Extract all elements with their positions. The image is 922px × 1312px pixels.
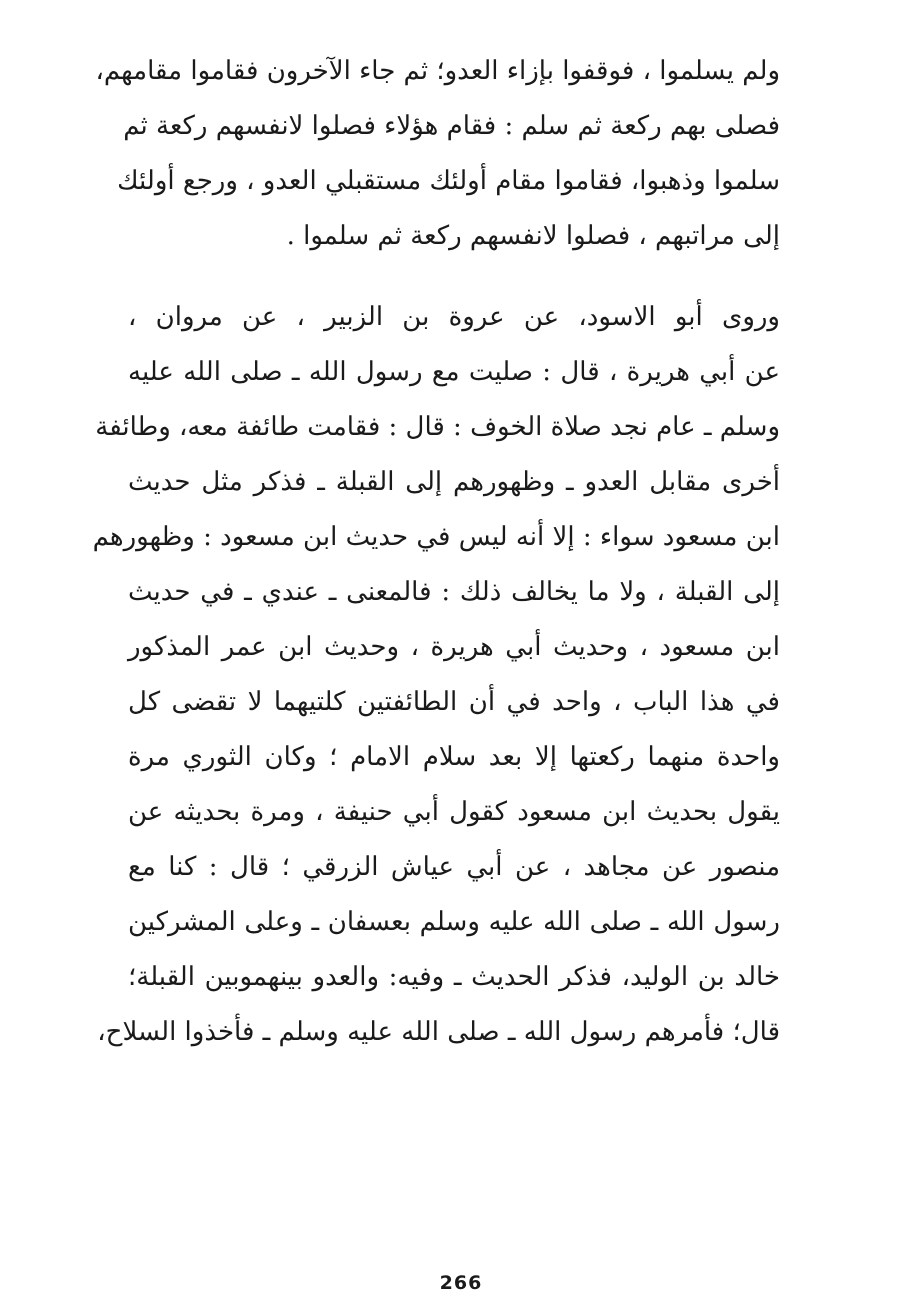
text-line: أخرى مقابل العدو ـ وظهورهم إلى القبلة ـ فذكر مثل حديث (128, 467, 780, 497)
text-line: في هذا الباب ، واحد في أن الطائفتين كلتيهما لا تقضى كل (128, 687, 780, 717)
text-line: وروى أبو الاسود، عن عروة بن الزبير ، عن مروان ، (128, 302, 780, 332)
text-line: ابن مسعود سواء : إلا أنه ليس في حديث ابن مسعود : وظهورهم (92, 522, 780, 552)
paragraph-1 (95, 44, 780, 264)
text-line: واحدة منهما ركعتها إلا بعد سلام الامام ؛ وكان الثوري مرة (128, 742, 780, 772)
text-line: ولم يسلموا ، فوقفوا بإزاء العدو؛ ثم جاء الآخرون فقاموا مقامهم، (95, 56, 780, 86)
text-line: ابن مسعود ، وحديث أبي هريرة ، وحديث ابن عمر المذكور (128, 632, 780, 662)
text-line: سلموا وذهبوا، فقاموا مقام أولئك مستقبلي العدو ، ورجع أولئك (117, 166, 780, 196)
text-line: رسول الله ـ صلى الله عليه وسلم بعسفان ـ وعلى المشركين (128, 907, 780, 937)
text-line: عن أبي هريرة ، قال : صليت مع رسول الله ـ صلى الله عليه (128, 357, 780, 387)
text-line: خالد بن الوليد، فذكر الحديث ـ وفيه: والعدو بينهموبين القبلة؛ (128, 962, 780, 992)
text-line: إلى القبلة ، ولا ما يخالف ذلك : فالمعنى ـ عندي ـ في حديث (128, 577, 780, 607)
text-line: فصلى بهم ركعة ثم سلم : فقام هؤلاء فصلوا لانفسهم ركعة ثم (123, 111, 780, 141)
paragraph-2 (92, 290, 780, 1060)
text-line: منصور عن مجاهد ، عن أبي عياش الزرقي ؛ قال : كنا مع (128, 852, 780, 882)
text-line: وسلم ـ عام نجد صلاة الخوف : قال : فقامت طائفة معه، وطائفة (95, 412, 780, 442)
text-line: إلى مراتبهم ، فصلوا لانفسهم ركعة ثم سلموا . (286, 221, 780, 251)
text-line: يقول بحديث ابن مسعود كقول أبي حنيفة ، ومرة بحديثه عن (128, 797, 780, 827)
page-number: 266 (439, 1272, 483, 1294)
text-line: قال؛ فأمرهم رسول الله ـ صلى الله عليه وسلم ـ فأخذوا السلاح، (97, 1017, 780, 1047)
